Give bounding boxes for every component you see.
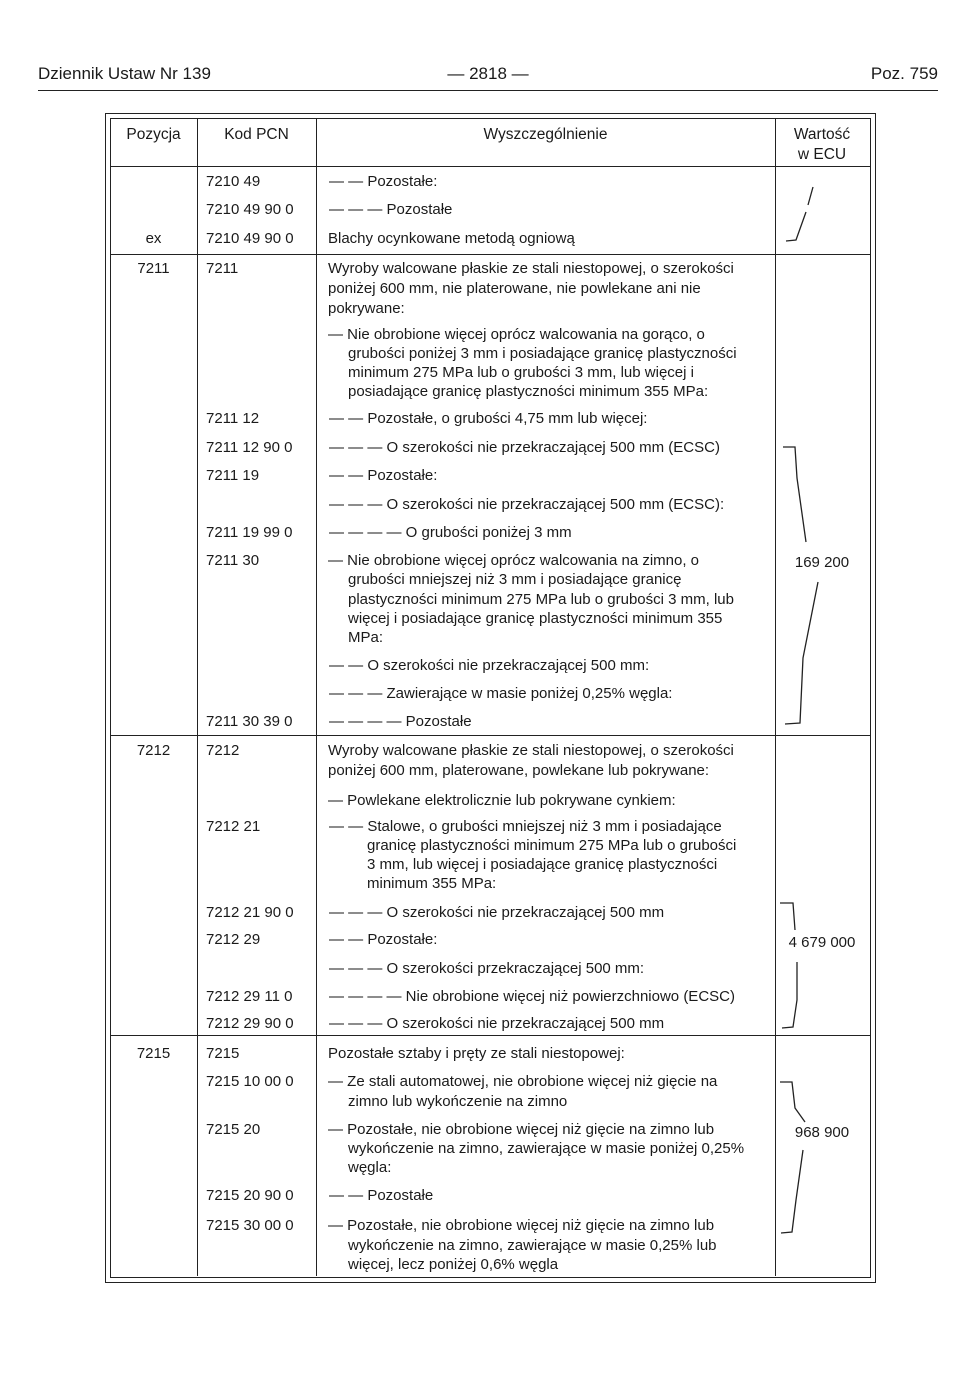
pcn-code-cell: 7210 49 90 0 <box>206 201 294 218</box>
description-cell: Wyroby walcowane płaskie ze stali niestopowej, o szerokości <box>328 742 734 759</box>
position-number: Poz. 759 <box>870 64 938 83</box>
description-cell: 3 mm, lub więcej i posiadające granicę plastyczności <box>367 856 718 873</box>
description-cell: — — — — O grubości poniżej 3 mm <box>329 524 572 541</box>
bracket-stroke <box>808 187 813 205</box>
description-cell: — — — Pozostałe <box>329 201 453 218</box>
description-cell: wykończenie na zimno, zawierające w masie poniżej 0,25% <box>348 1140 745 1157</box>
bracket-stroke <box>780 1082 805 1122</box>
bracket-stroke <box>781 1150 803 1233</box>
description-cell: — — O szerokości nie przekraczającej 500 mm: <box>329 657 650 674</box>
journal-title: Dziennik Ustaw Nr 139 <box>38 64 211 83</box>
bracket-stroke <box>785 582 818 724</box>
pcn-code-cell: 7211 19 99 0 <box>206 524 293 541</box>
description-cell: — — Pozostałe <box>329 1187 434 1204</box>
pozycja-cell: ex <box>145 230 162 247</box>
pcn-code-cell: 7211 12 <box>206 410 260 427</box>
pcn-code-cell: 7211 30 39 0 <box>206 713 293 730</box>
col-header-kod: Kod PCN <box>224 126 289 143</box>
pcn-code-cell: 7215 10 00 0 <box>206 1073 294 1090</box>
pcn-code-cell: 7215 20 <box>206 1121 261 1138</box>
description-cell: minimum 275 MPa lub o grubości 3 mm, lub więcej i <box>348 364 694 381</box>
description-cell: węgla: <box>348 1159 392 1176</box>
description-cell: poniżej 600 mm, platerowane, powlekane lub pokrywane: <box>328 762 710 779</box>
description-cell: — — — O szerokości nie przekraczającej 500 mm (ECSC): <box>329 496 725 513</box>
pozycja-cell: 7215 <box>136 1045 171 1062</box>
col-header-wartosc-unit: w ECU <box>797 146 847 163</box>
description-cell: Blachy ocynkowane metodą ogniową <box>328 230 575 247</box>
description-cell: więcej, lecz poniżej 0,6% węgla <box>348 1256 559 1273</box>
col-header-pozycja: Pozycja <box>126 126 181 143</box>
description-cell: wykończenie na zimno, zawierające w masie 0,25% lub <box>348 1237 717 1254</box>
bracket-stroke <box>786 212 806 241</box>
bracket-stroke <box>783 447 806 542</box>
description-cell: — — Pozostałe, o grubości 4,75 mm lub więcej: <box>329 410 648 427</box>
description-cell: — — Pozostałe: <box>329 173 438 190</box>
pcn-code-cell: 7212 <box>206 742 240 759</box>
description-cell: granicę plastyczności minimum 275 MPa lub o grubości <box>367 837 737 854</box>
description-cell: — Ze stali automatowej, nie obrobione więcej niż gięcie na <box>328 1073 718 1090</box>
description-cell: — — — O szerokości nie przekraczającej 500 mm (ECSC) <box>329 439 720 456</box>
pcn-code-cell: 7210 49 <box>206 173 261 190</box>
pcn-code-cell: 7212 21 90 0 <box>206 904 294 921</box>
value-cell: 968 900 <box>794 1124 850 1141</box>
pcn-code-cell: 7212 29 <box>206 931 261 948</box>
description-cell: — Powlekane elektrolicznie lub pokrywane cynkiem: <box>328 792 676 809</box>
pcn-code-cell: 7212 29 11 0 <box>206 988 293 1005</box>
bracket-stroke <box>780 903 795 930</box>
bracket-stroke <box>782 962 797 1028</box>
pcn-code-cell: 7211 19 <box>206 467 260 484</box>
description-cell: Pozostałe sztaby i pręty ze stali niestopowej: <box>328 1045 625 1062</box>
description-cell: zimno lub wykończenie na zimno <box>348 1093 568 1110</box>
pcn-code-cell: 7215 30 00 0 <box>206 1217 294 1234</box>
pcn-code-cell: 7212 29 90 0 <box>206 1015 294 1032</box>
pcn-code-cell: 7215 <box>206 1045 240 1062</box>
value-cell: 169 200 <box>794 554 850 571</box>
description-cell: — — — O szerokości nie przekraczającej 500 mm <box>329 1015 665 1032</box>
description-cell: pokrywane: <box>328 300 405 317</box>
description-cell: — Nie obrobione więcej oprócz walcowania na zimno, o <box>328 552 700 569</box>
description-cell: — — — Zawierające w masie poniżej 0,25% węgla: <box>329 685 673 702</box>
description-cell: Wyroby walcowane płaskie ze stali niestopowej, o szerokości <box>328 260 734 277</box>
description-cell: MPa: <box>348 629 384 646</box>
pcn-code-cell: 7211 <box>206 260 239 277</box>
description-cell: — — Stalowe, o grubości mniejszej niż 3 mm i posiadające <box>329 818 722 835</box>
description-cell: plastyczności minimum 275 MPa lub o grubości 3 mm, lub <box>348 591 734 608</box>
description-cell: — Nie obrobione więcej oprócz walcowania na gorąco, o <box>328 326 705 343</box>
pcn-code-cell: 7211 30 <box>206 552 260 569</box>
description-cell: — — — O szerokości nie przekraczającej 500 mm <box>329 904 665 921</box>
col-header-opis: Wyszczególnienie <box>483 126 608 143</box>
value-cell: 4 679 000 <box>788 934 856 951</box>
description-cell: więcej i posiadające granicę plastyczności minimum 355 <box>348 610 723 627</box>
pcn-code-cell: 7211 12 90 0 <box>206 439 293 456</box>
description-cell: — — Pozostałe: <box>329 467 438 484</box>
col-header-wartosc: Wartość <box>793 126 851 143</box>
description-cell: minimum 355 MPa: <box>367 875 497 892</box>
description-cell: grubości poniżej 3 mm i posiadające granicę plastyczności <box>348 345 737 362</box>
pozycja-cell: 7211 <box>137 260 170 277</box>
pcn-code-cell: 7215 20 90 0 <box>206 1187 294 1204</box>
description-cell: — — — — Nie obrobione więcej niż powierzchniowo (ECSC) <box>329 988 735 1005</box>
description-cell: poniżej 600 mm, nie platerowane, nie powlekane ani nie <box>328 280 701 297</box>
description-cell: — Pozostałe, nie obrobione więcej niż gięcie na zimno lub <box>328 1217 715 1234</box>
description-cell: — — — O szerokości przekraczającej 500 mm: <box>329 960 645 977</box>
pcn-code-cell: 7212 21 <box>206 818 261 835</box>
pozycja-cell: 7212 <box>136 742 171 759</box>
description-cell: — — — — Pozostałe <box>329 713 472 730</box>
description-cell: — Pozostałe, nie obrobione więcej niż gięcie na zimno lub <box>328 1121 715 1138</box>
pcn-code-cell: 7210 49 90 0 <box>206 230 294 247</box>
page-number: — 2818 — <box>447 64 529 83</box>
description-cell: posiadające granicę plastyczności minimum 355 MPa: <box>348 383 709 400</box>
description-cell: grubości mniejszej niż 3 mm i posiadające granicę <box>348 571 682 588</box>
description-cell: — — Pozostałe: <box>329 931 438 948</box>
